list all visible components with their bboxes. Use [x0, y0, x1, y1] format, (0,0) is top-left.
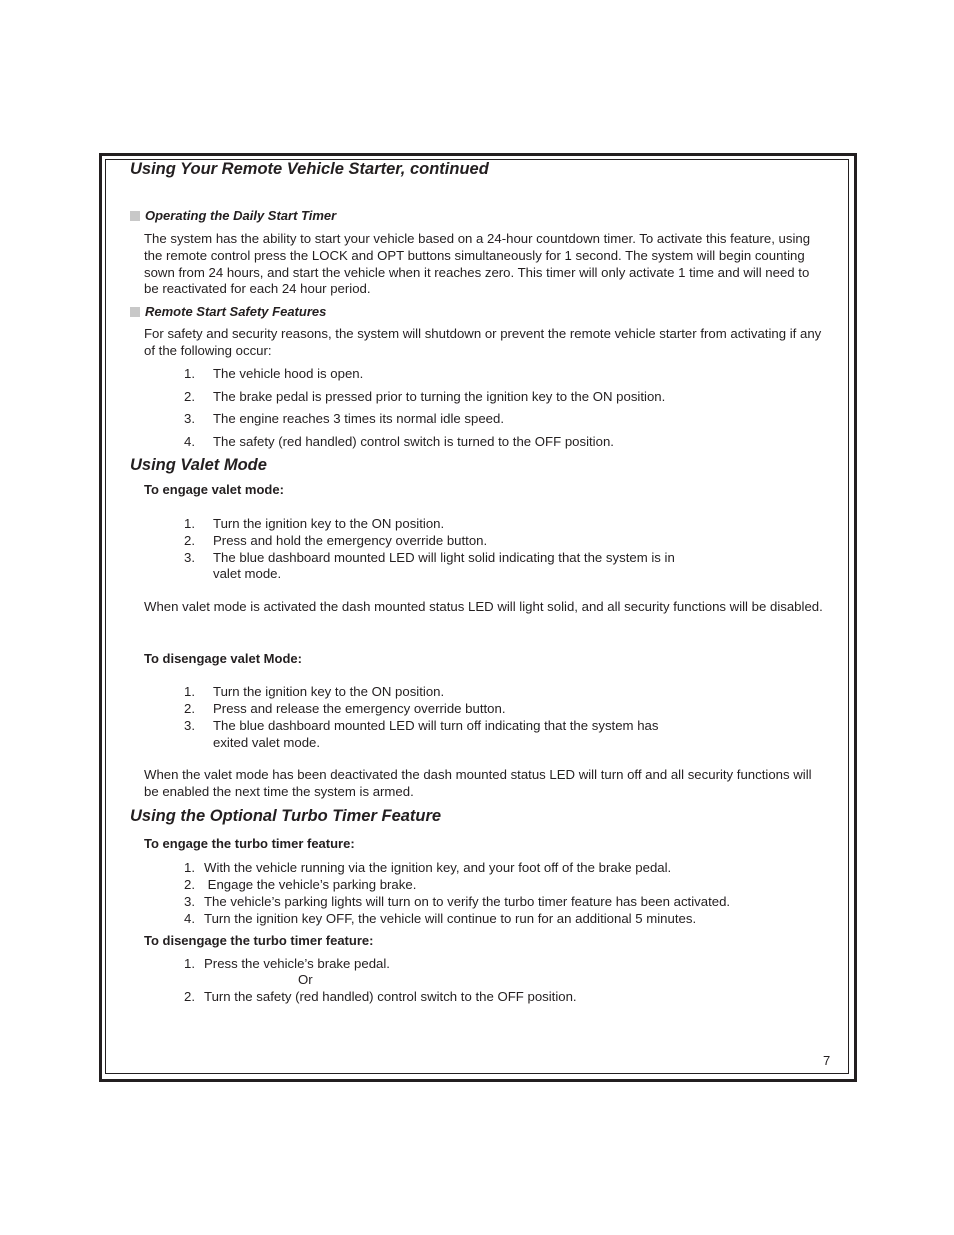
list-item: [184, 701, 506, 716]
list-number: 3.: [184, 411, 195, 426]
list-item: [184, 860, 671, 875]
list-text-continued: exited valet mode.: [213, 735, 321, 750]
list-number: 4.: [184, 434, 195, 449]
list-number: 4.: [184, 911, 195, 926]
square-bullet-icon: [130, 307, 140, 317]
list-text: Turn the ignition key to the ON position.: [213, 684, 445, 699]
list-number: 2.: [184, 533, 195, 548]
list-text: The vehicle hood is open.: [213, 366, 364, 381]
list-item: [184, 877, 416, 892]
turbo-disengage-label: To disengage the turbo timer feature:: [144, 933, 374, 948]
daily-timer-heading: [130, 208, 336, 223]
list-number: 2.: [184, 989, 195, 1004]
turbo-heading: Using the Optional Turbo Timer Feature: [130, 807, 442, 825]
list-item: [184, 516, 444, 531]
list-text: The brake pedal is pressed prior to turning the ignition key to the ON position.: [213, 389, 666, 404]
list-item: [184, 718, 658, 733]
list-number: 2.: [184, 389, 195, 404]
list-item: [184, 533, 487, 548]
page-number: 7: [823, 1053, 831, 1068]
list-item: [184, 366, 363, 381]
safety-title: Remote Start Safety Features: [145, 304, 327, 319]
list-item: [184, 911, 696, 926]
turbo-engage-label: To engage the turbo timer feature:: [144, 836, 355, 851]
safety-text: For safety and security reasons, the system will shutdown or prevent the remote vehicle starter from activating if any of the following occur:: [144, 326, 822, 358]
square-bullet-icon: [130, 211, 140, 221]
list-number: 2.: [184, 701, 195, 716]
list-text: Press the vehicle’s brake pedal.: [204, 956, 390, 971]
list-text: The blue dashboard mounted LED will turn off indicating that the system has: [213, 718, 659, 733]
valet-disengage-label: To disengage valet Mode:: [144, 651, 302, 666]
list-item: [184, 411, 504, 426]
list-item: [184, 989, 577, 1004]
list-text: Turn the safety (red handled) control switch to the OFF position.: [204, 989, 577, 1004]
list-text: The vehicle’s parking lights will turn on to verify the turbo timer feature has been activated.: [204, 894, 731, 909]
list-text: Press and release the emergency override button.: [213, 701, 506, 716]
list-text: The blue dashboard mounted LED will light solid indicating that the system is in: [213, 550, 675, 565]
list-number: 1.: [184, 684, 195, 699]
list-item: [184, 550, 675, 565]
list-text: Turn the ignition key OFF, the vehicle will continue to run for an additional 5 minutes.: [204, 911, 697, 926]
list-item: [184, 434, 614, 449]
list-number: 1.: [184, 516, 195, 531]
list-text: Press and hold the emergency override button.: [213, 533, 488, 548]
safety-heading: [130, 304, 326, 319]
list-item: [184, 956, 390, 971]
list-number: 3.: [184, 894, 195, 909]
list-text: The engine reaches 3 times its normal idle speed.: [213, 411, 505, 426]
list-number: 1.: [184, 366, 195, 381]
list-number: 1.: [184, 860, 195, 875]
daily-timer-text: The system has the ability to start your vehicle based on a 24-hour countdown timer. To activate this feature, using the remote control press the LOCK and OPT buttons simultaneously for 1 second. The system will begin counting sown from 24 hours, and start the vehicle when it reaches zero. This timer will only activate 1 time and will need to be reactivated for each 24 hour period.: [144, 231, 811, 297]
list-text: The safety (red handled) control switch is turned to the OFF position.: [213, 434, 614, 449]
valet-heading: Using Valet Mode: [130, 456, 267, 474]
valet-engage-label: To engage valet mode:: [144, 482, 284, 497]
or-text: Or: [298, 972, 313, 987]
list-number: 2.: [184, 877, 195, 892]
list-number: 3.: [184, 550, 195, 565]
list-item: [184, 894, 730, 909]
list-number: 1.: [184, 956, 195, 971]
list-text-continued: valet mode.: [213, 566, 282, 581]
list-text: With the vehicle running via the ignition key, and your foot off of the brake pedal.: [204, 860, 672, 875]
list-item: [184, 684, 444, 699]
list-text: Engage the vehicle’s parking brake.: [204, 877, 417, 892]
daily-timer-title: Operating the Daily Start Timer: [145, 208, 337, 223]
list-item: [184, 389, 665, 404]
list-text: Turn the ignition key to the ON position.: [213, 516, 445, 531]
valet-disengage-note: When the valet mode has been deactivated the dash mounted status LED will turn off and all security functions will be enabled the next time the system is armed.: [144, 767, 812, 799]
valet-engage-note: When valet mode is activated the dash mounted status LED will light solid, and all security functions will be disabled.: [144, 599, 823, 614]
list-number: 3.: [184, 718, 195, 733]
page-heading: Using Your Remote Vehicle Starter, continued: [130, 160, 489, 178]
